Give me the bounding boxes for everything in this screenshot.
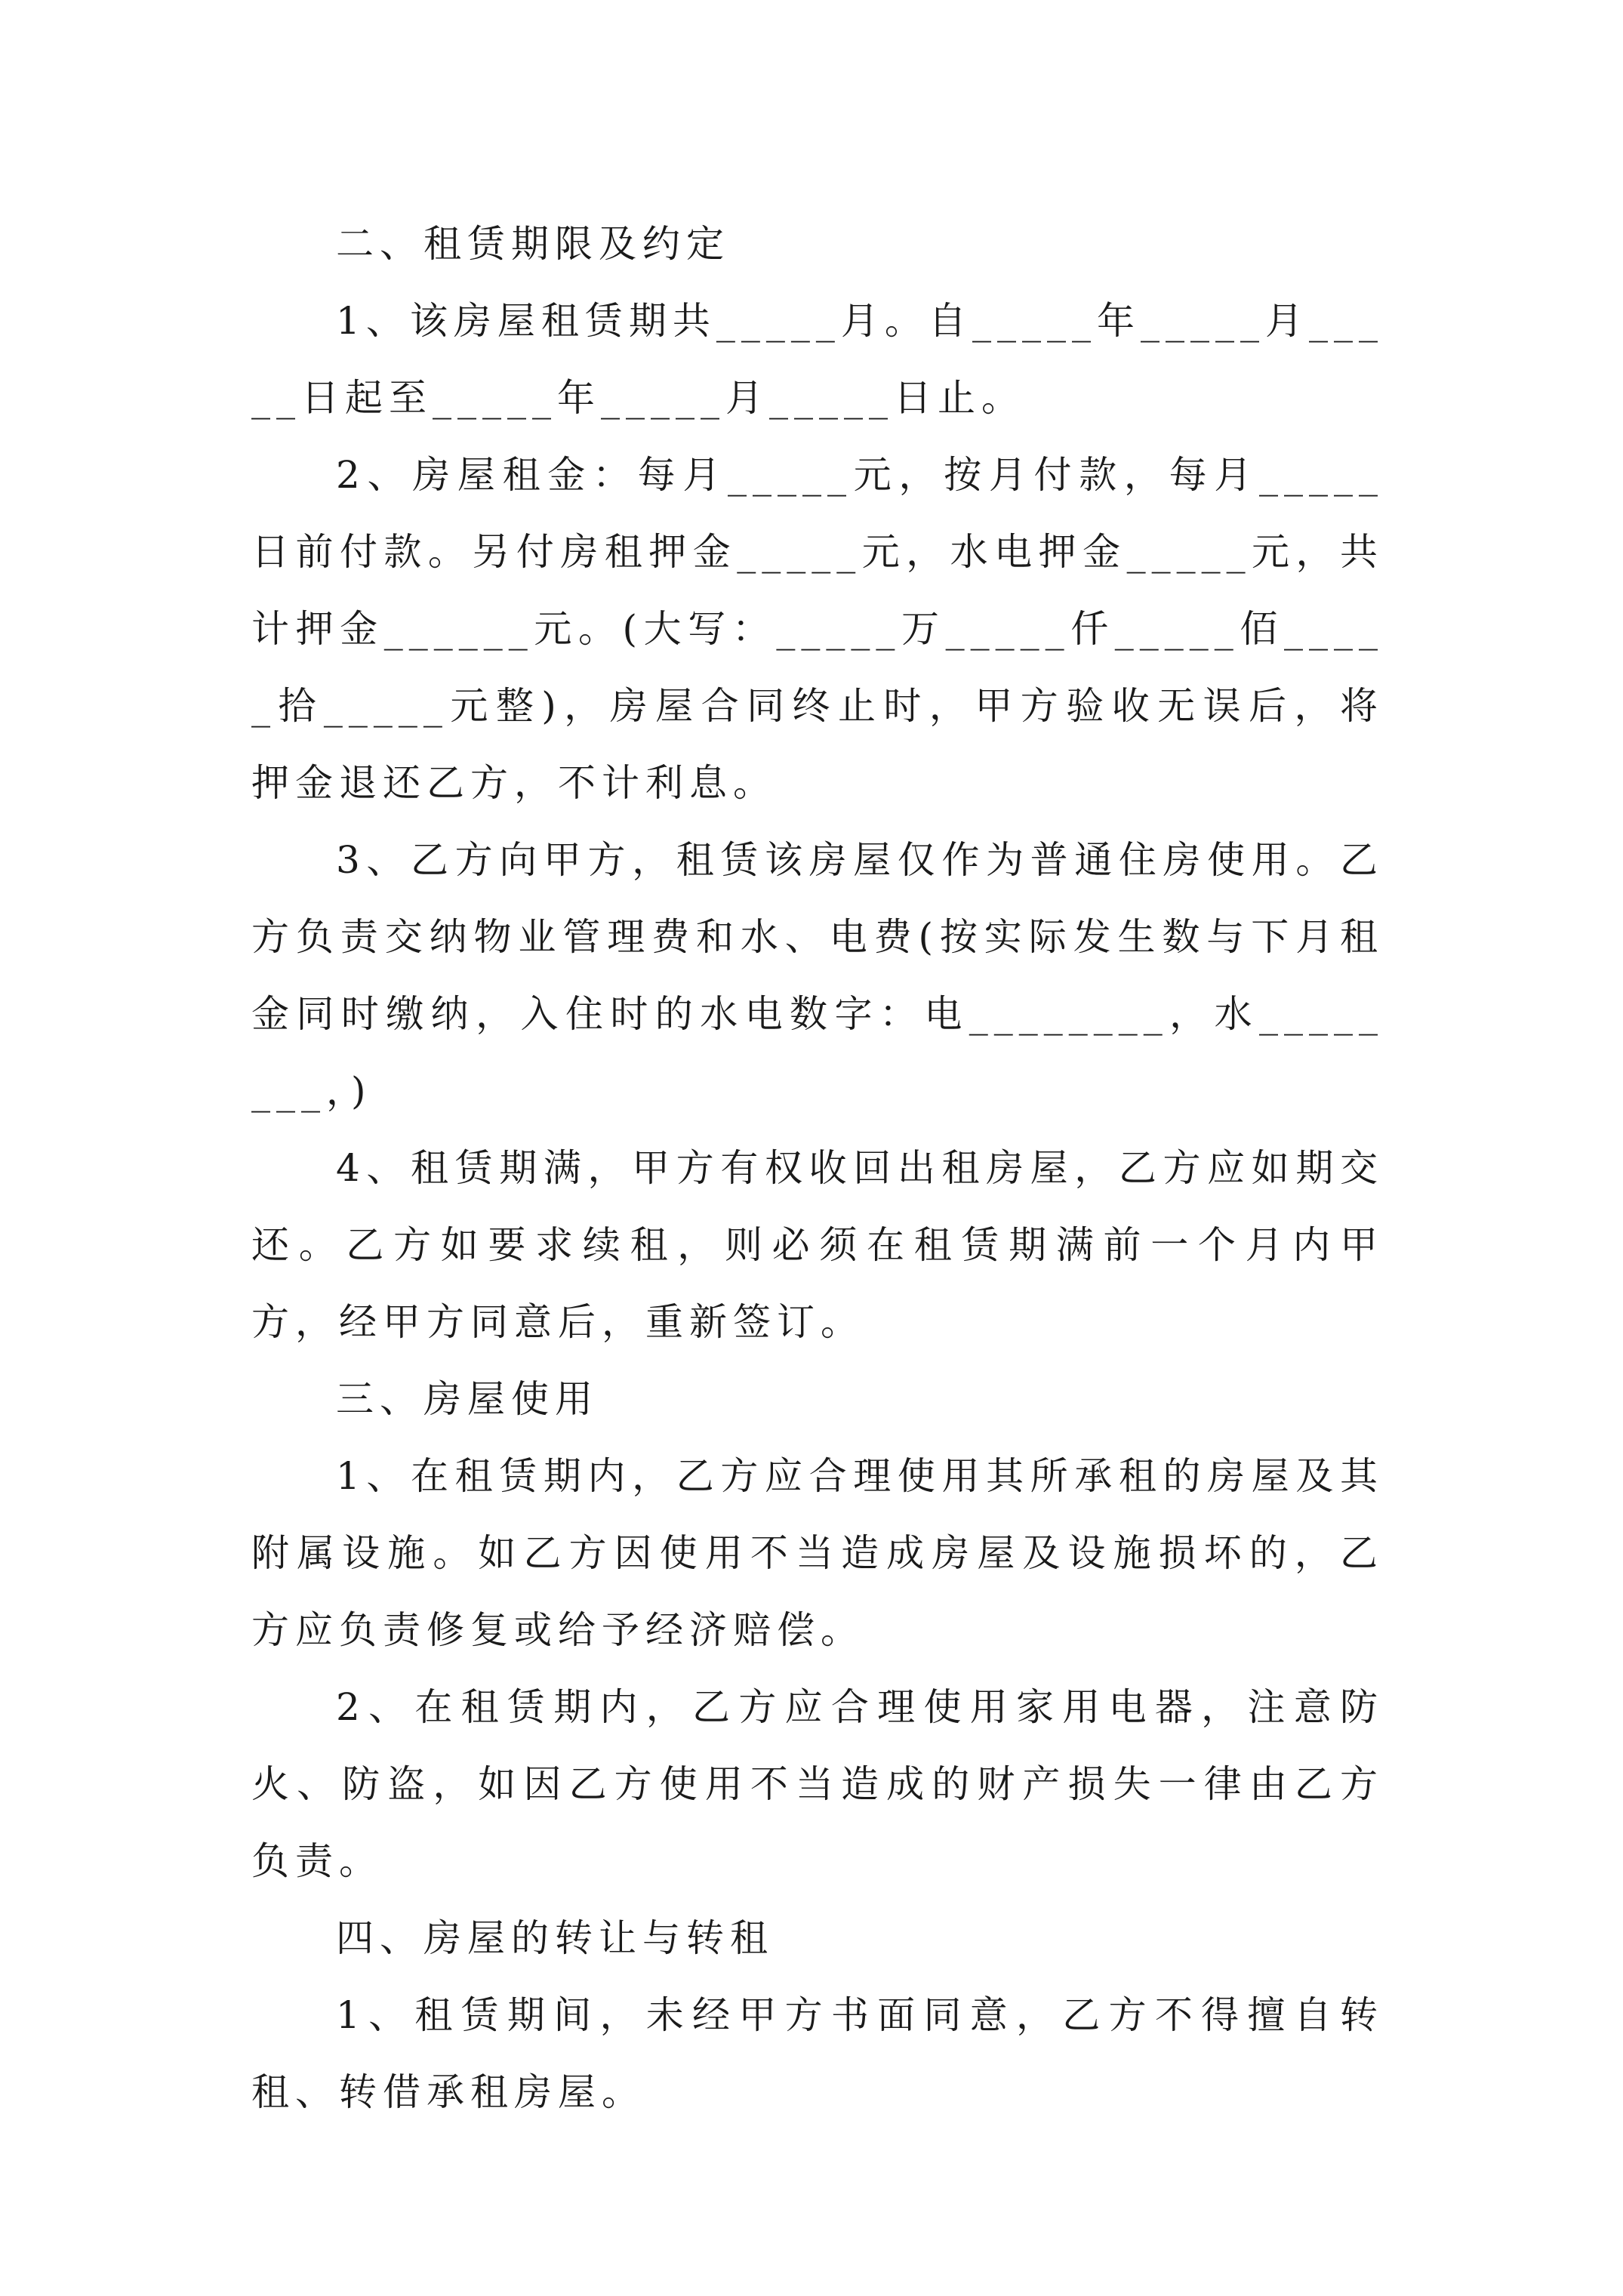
- section-heading-house-use: 三、房屋使用: [336, 1377, 599, 1421]
- clause-reasonable-use: 1、在租赁期内，乙方应合理使用其所承租的房屋及其附属设施。如乙方因使用不当造成房屋及设施损坏的，乙方应负责修复或给予经济赔偿。: [251, 1454, 1384, 1652]
- section-heading-transfer-sublet: 四、房屋的转让与转租: [336, 1916, 774, 1960]
- clause-appliance-safety: 2、在租赁期内，乙方应合理使用家用电器，注意防火、防盗，如因乙方使用不当造成的财产损失一律由乙方负责。: [251, 1685, 1384, 1883]
- clause-usage-and-utilities: 3、乙方向甲方，租赁该房屋仅作为普通住房使用。乙方负责交纳物业管理费和水、电费(按实际发生数与下月租金同时缴纳，入住时的水电数字：电________，水________，): [251, 838, 1384, 1113]
- section-heading-lease-term: 二、租赁期限及约定: [336, 222, 730, 266]
- clause-rent-and-deposit: 2、房屋租金：每月_____元，按月付款，每月_____日前付款。另付房租押金_____元，水电押金_____元，共计押金______元。(大写：_____万_____仟_____佰_____拾_____元整)，房屋合同终止时，甲方验收无误后，将押金退还乙方，不计利息。: [251, 453, 1384, 805]
- document-body: [251, 205, 1384, 2131]
- clause-no-sublet: 1、租赁期间，未经甲方书面同意，乙方不得擅自转租、转借承租房屋。: [251, 1993, 1384, 2114]
- clause-lease-period: 1、该房屋租赁期共_____月。自_____年_____月_____日起至_____年_____月_____日止。: [251, 299, 1384, 420]
- clause-lease-renewal: 4、租赁期满，甲方有权收回出租房屋，乙方应如期交还。乙方如要求续租，则必须在租赁期满前一个月内甲方，经甲方同意后，重新签订。: [251, 1146, 1384, 1344]
